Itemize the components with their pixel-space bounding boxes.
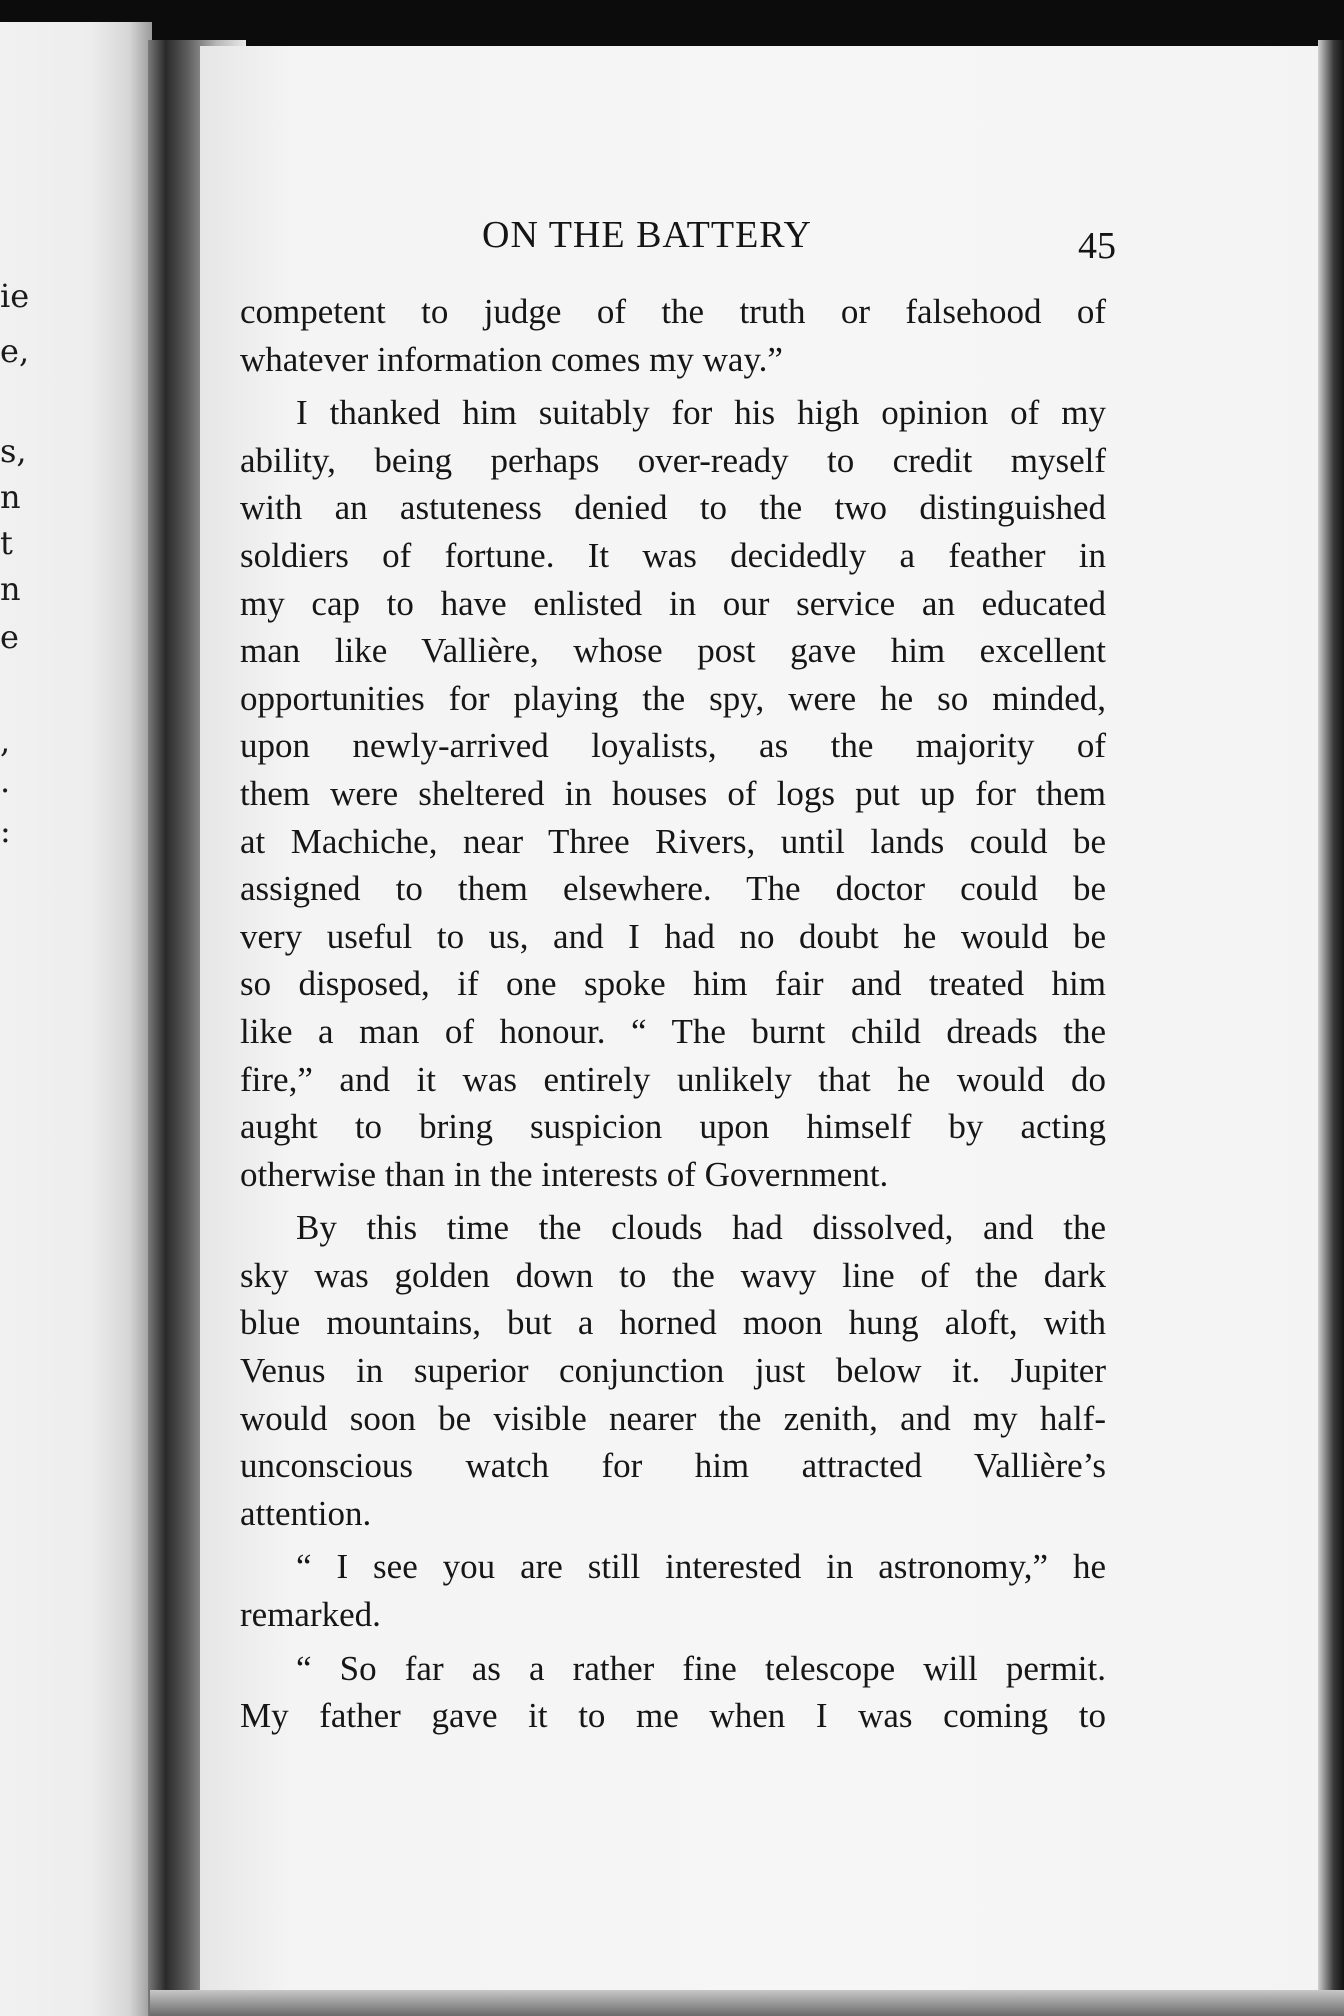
paragraph (240, 1204, 1106, 1537)
text-line: “ So far as a rather fine telescope will permit. (296, 1648, 1106, 1688)
facing-page-fragment: t (0, 524, 13, 562)
facing-page-fragment: n (0, 478, 21, 516)
text-line: attention. (240, 1493, 372, 1533)
facing-page (0, 22, 152, 2016)
running-head: ON THE BATTERY (482, 214, 812, 256)
page-number: 45 (1078, 225, 1116, 267)
text-line: my cap to have enlisted in our service an educated (240, 583, 1106, 623)
text-line: would soon be visible nearer the zenith, and my half- (240, 1398, 1106, 1438)
facing-page-fragment: n (0, 570, 21, 608)
facing-page-fragment: : (0, 812, 11, 850)
text-line: otherwise than in the interests of Government. (240, 1154, 889, 1194)
text-line: I thanked him suitably for his high opinion of my (296, 393, 1106, 433)
text-line: remarked. (240, 1595, 381, 1635)
facing-page-fragment: e (0, 618, 19, 656)
text-line: By this time the clouds had dissolved, and the (296, 1208, 1106, 1248)
facing-page-fragment: ie (0, 277, 30, 315)
page-right-edge (1318, 40, 1344, 2016)
text-line: so disposed, if one spoke him fair and treated him (240, 964, 1106, 1004)
facing-page-fragment: . (0, 762, 11, 800)
page-bottom-edge (150, 1990, 1344, 2016)
paragraph (240, 389, 1106, 1198)
text-line: blue mountains, but a horned moon hung aloft, with (240, 1303, 1106, 1343)
text-line: fire,” and it was entirely unlikely that he would do (240, 1059, 1106, 1099)
text-line: My father gave it to me when I was coming to (240, 1696, 1106, 1736)
text-line: “ I see you are still interested in astronomy,” he (296, 1547, 1106, 1587)
text-line: unconscious watch for him attracted Vallière’s (240, 1446, 1106, 1486)
facing-page-fragment: s, (0, 432, 27, 470)
text-line: with an astuteness denied to the two distinguished (240, 488, 1106, 528)
text-line: opportunities for playing the spy, were he so minded, (240, 678, 1106, 718)
text-line: assigned to them elsewhere. The doctor could be (240, 869, 1106, 909)
text-line: sky was golden down to the wavy line of the dark (240, 1255, 1106, 1295)
text-line: ability, being perhaps over-ready to credit myself (240, 440, 1106, 480)
text-line: them were sheltered in houses of logs put up for them (240, 773, 1106, 813)
text-line: competent to judge of the truth or falsehood of (240, 292, 1106, 331)
paragraph (240, 288, 1106, 383)
text-line: man like Vallière, whose post gave him excellent (240, 631, 1106, 671)
text-line: very useful to us, and I had no doubt he would be (240, 916, 1106, 956)
text-line: upon newly-arrived loyalists, as the majority of (240, 726, 1106, 766)
facing-page-fragment: , (0, 722, 11, 760)
text-line: aught to bring suspicion upon himself by acting (240, 1107, 1106, 1147)
text-line: Venus in superior conjunction just below it. Jupiter (240, 1351, 1106, 1391)
body-text (240, 288, 1106, 1740)
text-line: soldiers of fortune. It was decidedly a feather in (240, 535, 1106, 575)
text-line: whatever information comes my way.” (240, 339, 783, 379)
facing-page-fragment: e, (0, 332, 30, 370)
text-line: at Machiche, near Three Rivers, until lands could be (240, 821, 1106, 861)
paragraph (240, 1645, 1106, 1740)
text-line: like a man of honour. “ The burnt child dreads the (240, 1011, 1106, 1051)
paragraph (240, 1543, 1106, 1638)
